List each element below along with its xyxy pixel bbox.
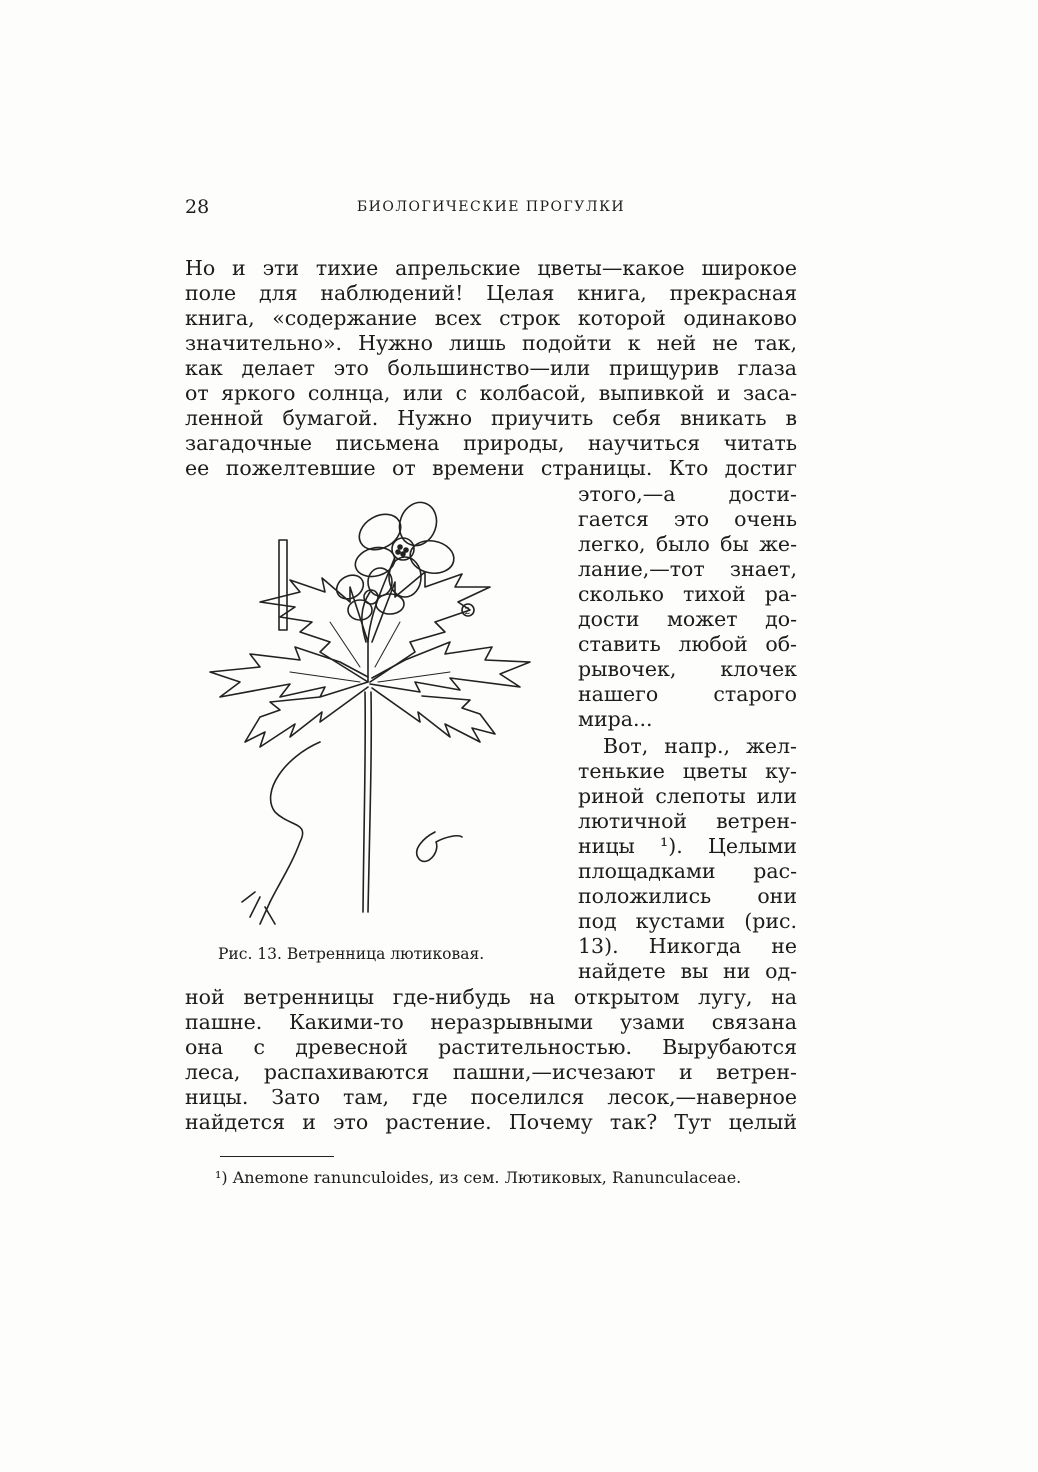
- side-line: риной слепоты или: [578, 784, 797, 808]
- footnote: ¹) Anemone ranunculoides, из сем. Лютиковых, Ranunculaceae.: [215, 1168, 742, 1187]
- text-line: леса, распахиваются пашни,—исчезают и ветрен-: [185, 1060, 797, 1084]
- figure-caption: Рис. 13. Ветренница лютиковая.: [218, 945, 485, 963]
- text-line: ленной бумагой. Нужно приучить себя вникать в: [185, 406, 797, 430]
- side-line: лютичной ветрен-: [578, 809, 797, 833]
- side-line: площадками рас-: [578, 859, 797, 883]
- leaf-whorl-icon: [210, 572, 530, 747]
- anemone-illustration: [200, 492, 550, 932]
- text-line: от яркого солнца, или с колбасой, выпивкой и заса-: [185, 381, 797, 405]
- side-line: 13). Никогда не: [578, 934, 797, 958]
- side-line: ставить любой об-: [578, 632, 797, 656]
- side-line: гается это очень: [578, 507, 797, 531]
- text-line: как делает это большинство—или прищурив глаза: [185, 356, 797, 380]
- side-line: под кустами (рис.: [578, 909, 797, 933]
- text-line: пашне. Какими-то неразрывными узами связана: [185, 1010, 797, 1034]
- side-line: тенькие цветы ку-: [578, 759, 797, 783]
- text-line: ее пожелтевшие от времени страницы. Кто достиг: [185, 456, 797, 480]
- text-line: она с древесной растительностью. Вырубаются: [185, 1035, 797, 1059]
- running-title: БИОЛОГИЧЕСКИЕ ПРОГУЛКИ: [356, 199, 626, 215]
- running-header: [185, 196, 797, 222]
- page-number: 28: [185, 196, 210, 218]
- side-line: Вот, напр., жел-: [603, 734, 797, 758]
- text-line: найдется и это растение. Почему так? Тут целый: [185, 1110, 797, 1134]
- text-line: загадочные письмена природы, научиться читать: [185, 431, 797, 455]
- figure-marker-text: 2: [464, 607, 471, 617]
- text-line: книга, «содержание всех строк которой одинаково: [185, 306, 797, 330]
- side-line: нашего старого: [578, 682, 797, 706]
- text-line: значительно». Нужно лишь подойти к ней не так,: [185, 331, 797, 355]
- side-line: мира...: [578, 707, 653, 731]
- side-line: дости может до-: [578, 607, 797, 631]
- side-line: лание,—тот знает,: [578, 557, 797, 581]
- side-line: рывочек, клочек: [578, 657, 797, 681]
- side-line: ницы ¹). Целыми: [578, 834, 797, 858]
- side-line: этого,—а дости-: [578, 482, 797, 506]
- seed-icon: [417, 832, 462, 861]
- side-line: легко, было бы же-: [578, 532, 797, 556]
- text-line: Но и эти тихие апрельские цветы—какое широкое: [185, 256, 797, 280]
- text-line: ницы. Зато там, где поселился лесок,—наверное: [185, 1085, 797, 1109]
- side-line: положились они: [578, 884, 797, 908]
- footnote-divider: [220, 1156, 334, 1157]
- text-line: поле для наблюдений! Целая книга, прекрасная: [185, 281, 797, 305]
- side-line: сколько тихой ра-: [578, 582, 797, 606]
- side-line: найдете вы ни од-: [578, 959, 797, 983]
- text-line: ной ветренницы где-нибудь на открытом лугу, на: [185, 985, 797, 1009]
